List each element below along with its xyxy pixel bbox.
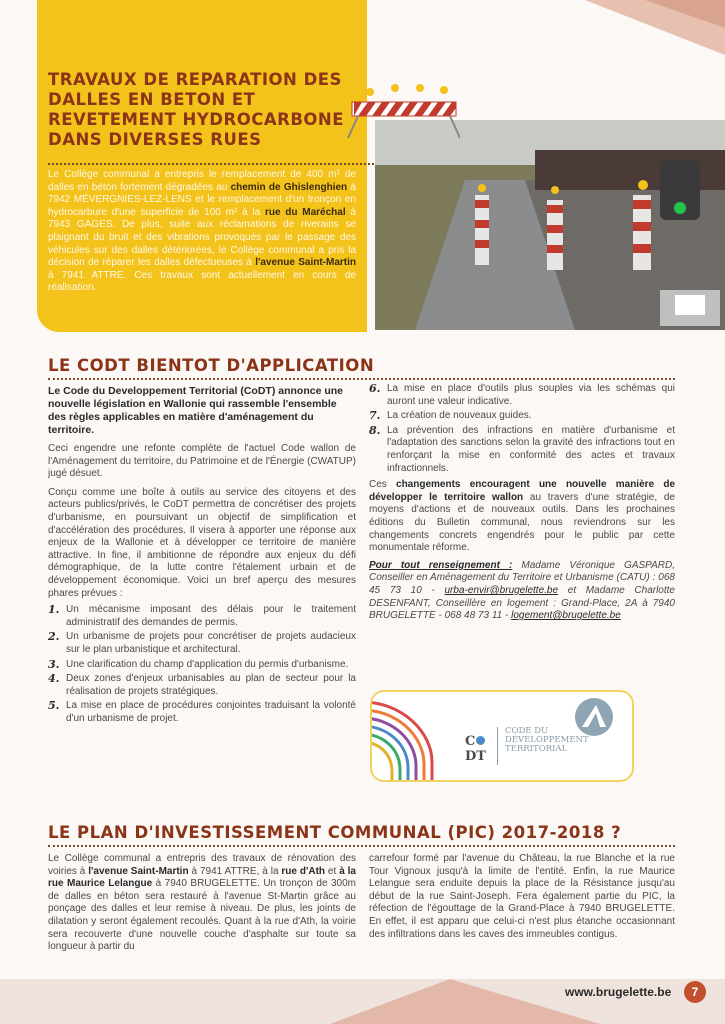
item-text: La création de nouveaux guides. (387, 410, 532, 422)
list-item (48, 659, 356, 672)
logo-letter: DT (465, 749, 486, 764)
text: Le Collège communal a entrepris le remplacement de 400 m² de dalles en béton fortement dégradées au (48, 169, 356, 193)
item-text: La prévention des infractions en matière d'urbanisme et l'adaptation des sanctions selon la gravité des infractions tout en renforçant la mise en conformité des actes et travaux infractionnels. (387, 424, 675, 474)
logo-letter: C (465, 734, 476, 749)
item-number: 1. (48, 603, 60, 617)
decor-bottom-triangle (330, 979, 600, 1024)
paragraph: Ceci engendre une refonte complète de l'actuel Code wallon de l'Aménagement du territoire, du Patrimoine et de l'Énergie (CWATUP) jugé désuet. (48, 443, 356, 480)
paragraph: Conçu comme une boîte à outils au service des citoyens et des acteurs publics/privés, le CoDT permettra de concrétiser des projets d'urbanisme, en poursuivant un objectif de simplification et d'accélération des procédures. Il visera à apporter une réponse aux enjeux de la Wallonie et à développer ce territoire de manière attractive. In fine, il ambitionne de répondre aux enjeux du défi démographique, de la lutte contre l'étalement urbain et de développement économique. Voici un bref aperçu des mesures phares prévues : (48, 486, 356, 599)
place-name: l'avenue Saint-Martin (255, 257, 356, 269)
item-text: Une clarification du champ d'application du permis d'urbanisme. (66, 658, 349, 670)
codt-logo-letters (465, 734, 486, 764)
item-text: Deux zones d'enjeux urbanisables au plan de secteur pour la réalisation de projets stratégiques. (66, 673, 356, 697)
section2-left-column (48, 385, 356, 727)
logo-divider (497, 727, 498, 765)
list-item (369, 383, 675, 408)
title-underline (48, 378, 675, 380)
item-number: 3. (48, 657, 60, 671)
codt-name: CODE DU DÉVELOPPEMENT TERRITORIAL (505, 726, 589, 754)
text: Ces (369, 479, 397, 491)
section2-intro: Le Code du Developpement Territorial (CoDT) annonce une nouvelle législation en Wallonie qui rassemble l'ensemble des règles applicables en matière d'aménagement du territoire. (48, 385, 343, 436)
logo-dot (476, 736, 485, 745)
place-name: l'avenue Saint-Martin (88, 865, 189, 877)
title-underline (48, 163, 378, 165)
list-item (48, 631, 356, 656)
website-link[interactable]: www.brugelette.be (565, 985, 672, 999)
item-text: La mise en place d'outils plus souples via les schémas qui auront une valeur indicative. (387, 383, 675, 407)
section1-title: TRAVAUX DE REPARATION DES DALLES EN BETON ET REVETEMENT HYDROCARBONE DANS DIVERSES RUES (48, 70, 344, 149)
item-number: 8. (369, 423, 381, 437)
item-number: 5. (48, 699, 60, 713)
decor-corner-dark (645, 0, 725, 28)
place-name: rue du Maréchal (264, 206, 346, 218)
title-underline (48, 845, 675, 847)
section3-left-text (48, 853, 356, 954)
list-item (48, 604, 356, 629)
item-number: 6. (369, 382, 381, 395)
text: et Madame Charlotte DESENFANT, Conseillère en logement : Grand-Place, 2A à 7940 BRUGELETTE - 068 48 73 11 - (369, 584, 675, 622)
item-number: 4. (48, 672, 60, 686)
text: à 7943 GAGES. De plus, suite aux réclamations de riverains se plaignant du bruit et des vibrations provoqués par le passage des véhicules sur des dalles détériorées, le Collège communal a pris la décision de réparer les dalles défectueuses à (48, 206, 356, 269)
place-name: à la rue Maurice Lelangue (48, 865, 356, 890)
item-number: 2. (48, 630, 60, 644)
section3-title: LE PLAN D'INVESTISSEMENT COMMUNAL (PIC) 2017-2018 ? (48, 823, 622, 842)
email-link-logement[interactable]: logement@brugelette.be (511, 610, 621, 622)
paragraph (369, 479, 675, 555)
place-name: rue d'Ath (281, 865, 326, 877)
measures-list-right (369, 383, 675, 475)
roadworks-photo (375, 120, 725, 330)
item-text: Un urbanisme de projets pour concrétiser de projets audacieux sur le plan urbanistique et architectural. (66, 631, 356, 655)
place-name: chemin de Ghislenghien (230, 181, 348, 193)
text: Madame Véronique GASPARD, Conseiller en Aménagement du Territoire et Urbanisme (CATU) : 068 45 73 10 - (369, 559, 675, 596)
text: à 7942 MÉVERGNIES-LEZ-LENS et le remplacement d'un tronçon en hydrocarbure d'une superficie de 100 m² à la (48, 181, 356, 218)
list-item (48, 673, 356, 698)
text: à 7940 BRUGELETTE. Un tronçon de 300m de dalles en béton sera restauré à l'avenue St-Martin grâce au ponçage des dalles et leur remise à niveau. De plus, les joints de dilatation y seront également recoulés. Quant à la rue d'Ath, la voirie sera recouverte d'une nouvelle couche d'asphalte sur toute sa longueur à partir du (48, 878, 356, 953)
text: au travers d'une stratégie, de moyens d'actions et de nouveaux outils. Dans les prochaines éditions du Bulletin communal, nous reviendrons sur les changements concrets engendrés pour le public par cette monumentale réforme. (369, 491, 675, 554)
text: et (325, 865, 340, 877)
item-text: Un mécanisme imposant des délais pour le traitement administratif des demandes de permis. (66, 604, 356, 628)
contact-info (369, 560, 675, 623)
section3-right-text: carrefour formé par l'avenue du Château, la rue Blanche et la rue Tour Vignoux jusqu'à la limite de l'entité. Enfin, la rue Maurice Lelangue sera enduite depuis la place de la Résistance jusqu'au début de la rue Saint-Joseph. Fera également partie du PIC, la réfection de l'égouttage de la Grand-Place à 7940 BRUGELETTE. En effet, il est apparu que celui-ci n'est plus étanche occasionnant des infiltrations dans les caves des immeubles contigus. (369, 853, 675, 940)
section2-title: LE CODT BIENTOT D'APPLICATION (48, 356, 375, 375)
item-text: La mise en place de procédures conjointes traduisant la volonté d'un urbanisme de projet. (66, 700, 356, 724)
section1-body (48, 169, 356, 295)
measures-list-left (48, 604, 356, 725)
section2-right-column (369, 383, 675, 623)
list-item (48, 700, 356, 725)
page-number: 7 (684, 981, 706, 1003)
text: à 7941 ATTRE, à la (188, 865, 282, 877)
list-item (369, 410, 675, 423)
emphasis: changements encouragent une nouvelle manière de développer le territoire wallon (369, 479, 676, 503)
contact-label: Pour tout renseignement : (369, 559, 513, 571)
email-link-urbanisme[interactable]: urba-envir@brugelette.be (444, 584, 559, 596)
text: Le Collège communal a entrepris des travaux de rénovation des voiries à (48, 853, 356, 877)
codt-emblem-icon (574, 697, 614, 737)
codt-logo-card (370, 690, 634, 782)
item-number: 7. (369, 409, 381, 423)
list-item (369, 425, 675, 475)
text: à 7941 ATTRE. Ces travaux sont actuellement en cours de réalisation. (48, 269, 356, 294)
barrier-illustration (340, 80, 460, 140)
